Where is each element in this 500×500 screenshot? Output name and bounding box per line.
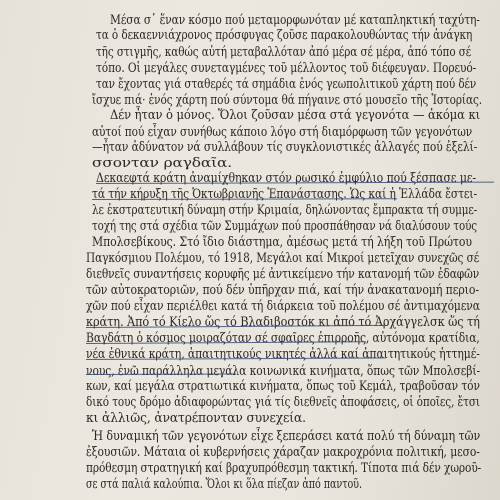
text-line: Δέν ἦταν ὁ μόνος. Ὅλοι ζοῦσαν μέσα στά γεγονότα — ἀκόμα κι: [110, 107, 481, 122]
text-line: κων, καί μεγάλα στρατιωτικά κινήματα, ὅπως τοῦ Κεμάλ, τραβοῦσαν τόν: [86, 378, 480, 393]
text-line: ταν ἔχοντας γιά σταθερές τά σημάδια ἑνός γεωπολιτικοῦ χάρτη πού δέν: [96, 76, 477, 91]
text-line: νους, ἐνῶ παράλληλα μεγάλα κοινωνικά κινήματα, ὅπως τῶν Μπολσεβί-: [86, 363, 481, 378]
text-line: σσονταν ραγδαῖα.: [92, 155, 232, 170]
text-line: κι ἀλλιῶς, ἀνατρέπονταν συνεχεία.: [86, 410, 306, 425]
text-line: κράτη. Ἀπό τό Κίελο ὥς τό Βλαδιβοστόκ κι ἀπό τό Ἀρχάγγελσκ ὥς τή: [86, 314, 480, 329]
text-line: πρόθεσμη στρατηγική καί βραχυπρόθεσμη τακτική. Τίποτα πιά δέν χωροῦ-: [86, 460, 482, 475]
text-line: σε στά παλιά καλούπια. Ὅλοι κι ὅλα πίεζαν ἀπό παντοῦ.: [86, 476, 362, 491]
text-line: Ἡ δυναμική τῶν γεγονότων εἶχε ξεπεράσει κατά πολύ τή δύναμη τῶν: [92, 428, 481, 443]
text-line: αὐτοί πού εἶχαν συνήθως κάποιο λόγο στή διαμόρφωση τῶν γεγονότων: [92, 124, 473, 139]
text-line: δικό τους δρόμο ἀδιαφορώντας γιά τίς διεθνεῖς ἀποφάσεις, οἱ ὁποῖες, ἔτσι: [86, 394, 480, 409]
text-line: Μπολσεβίκους. Στό ἴδιο διάστημα, ἀμέσως μετά τή λήξη τοῦ Πρώτου: [92, 234, 472, 249]
text-line: Δεκαεφτά κράτη ἀναμίχθηκαν στόν ρωσικό ἐμφύλιο πού ξέσπασε με-: [96, 170, 477, 185]
text-line: ἴσχυε πιά· ἑνός χάρτη πού σύντομα θά πήγαινε στό μουσεῖο τῆς Ἱστορίας.: [92, 92, 483, 107]
text-line: ἐξουσιῶν. Μάταια οἱ κυβερνήσεις χάραζαν μακροχρόνια πολιτική, μεσο-: [86, 444, 480, 459]
text-line: τοχή της στά σχέδια τῶν Συμμάχων πού προσπάθησαν νά διαλύσουν τούς: [92, 218, 477, 233]
text-line: τόπο. Οἱ μεγάλες συνεταγμένες τοῦ μέλλοντος τοῦ διέφευγαν. Πορευό-: [96, 60, 477, 75]
text-line: τῶν αὐτοκρατοριῶν, πού δέν ὑπῆρχαν πιά, καί τήν ἀνακατανομή περιο-: [86, 282, 479, 297]
text-line: τά τήν κήρυξη τῆς Ὀκτωβριανῆς Ἐπανάστασης. Ὡς καί ἡ Ἑλλάδα ἔστει-: [92, 186, 477, 201]
text-line: Παγκόσμιου Πολέμου, τό 1918, Μεγάλοι καί Μικροί μετεῖχαν συνεχῶς σέ: [86, 250, 480, 265]
text-line: διεθνεῖς συναντήσεις κορυφῆς μέ ἀντικείμενο τήν κατανομή τῶν ἐδαφῶν: [86, 266, 480, 281]
text-line: χῶν πού εἶχαν περιέλθει κατά τή διάρκεια τοῦ πολέμου σέ ἀντιμαχόμενα: [86, 298, 480, 313]
text-line: τῆς στιγμῆς, καθώς αὐτή μεταβαλλόταν ἀπό μέρα σέ μέρα, ἀπό τόπο σέ: [96, 44, 472, 59]
text-line: νέα ἐθνικά κράτη, ἀπαιτητικούς νικητές ἀλλά καί ἀπαιτητικούς ἡττημέ-: [86, 346, 480, 361]
text-line: Μέσα σ᾽ ἕναν κόσμο πού μεταμορφωνόταν μέ καταπληκτική ταχύτη-: [110, 12, 480, 27]
text-line: Βαγδάτη ὁ κόσμος μοιραζόταν σέ σφαῖρες ἐπιρροῆς, αὐτόνομα κρατίδια,: [86, 330, 480, 345]
text-line: —ἦταν ἀδύνατον νά συλλάβουν τίς συγκλονιστικές ἀλλαγές πού ἐξελί-: [92, 139, 478, 154]
text-line: τα ὁ δεκαεννιάχρονος πρόσφυγας ζοῦσε παρακολουθώντας τήν ἀνάγκη: [96, 27, 473, 42]
text-line: λε ἐκστρατευτική δύναμη στήν Κριμαία, δηλώνοντας ἔμπρακτα τή συμμε-: [92, 202, 478, 217]
